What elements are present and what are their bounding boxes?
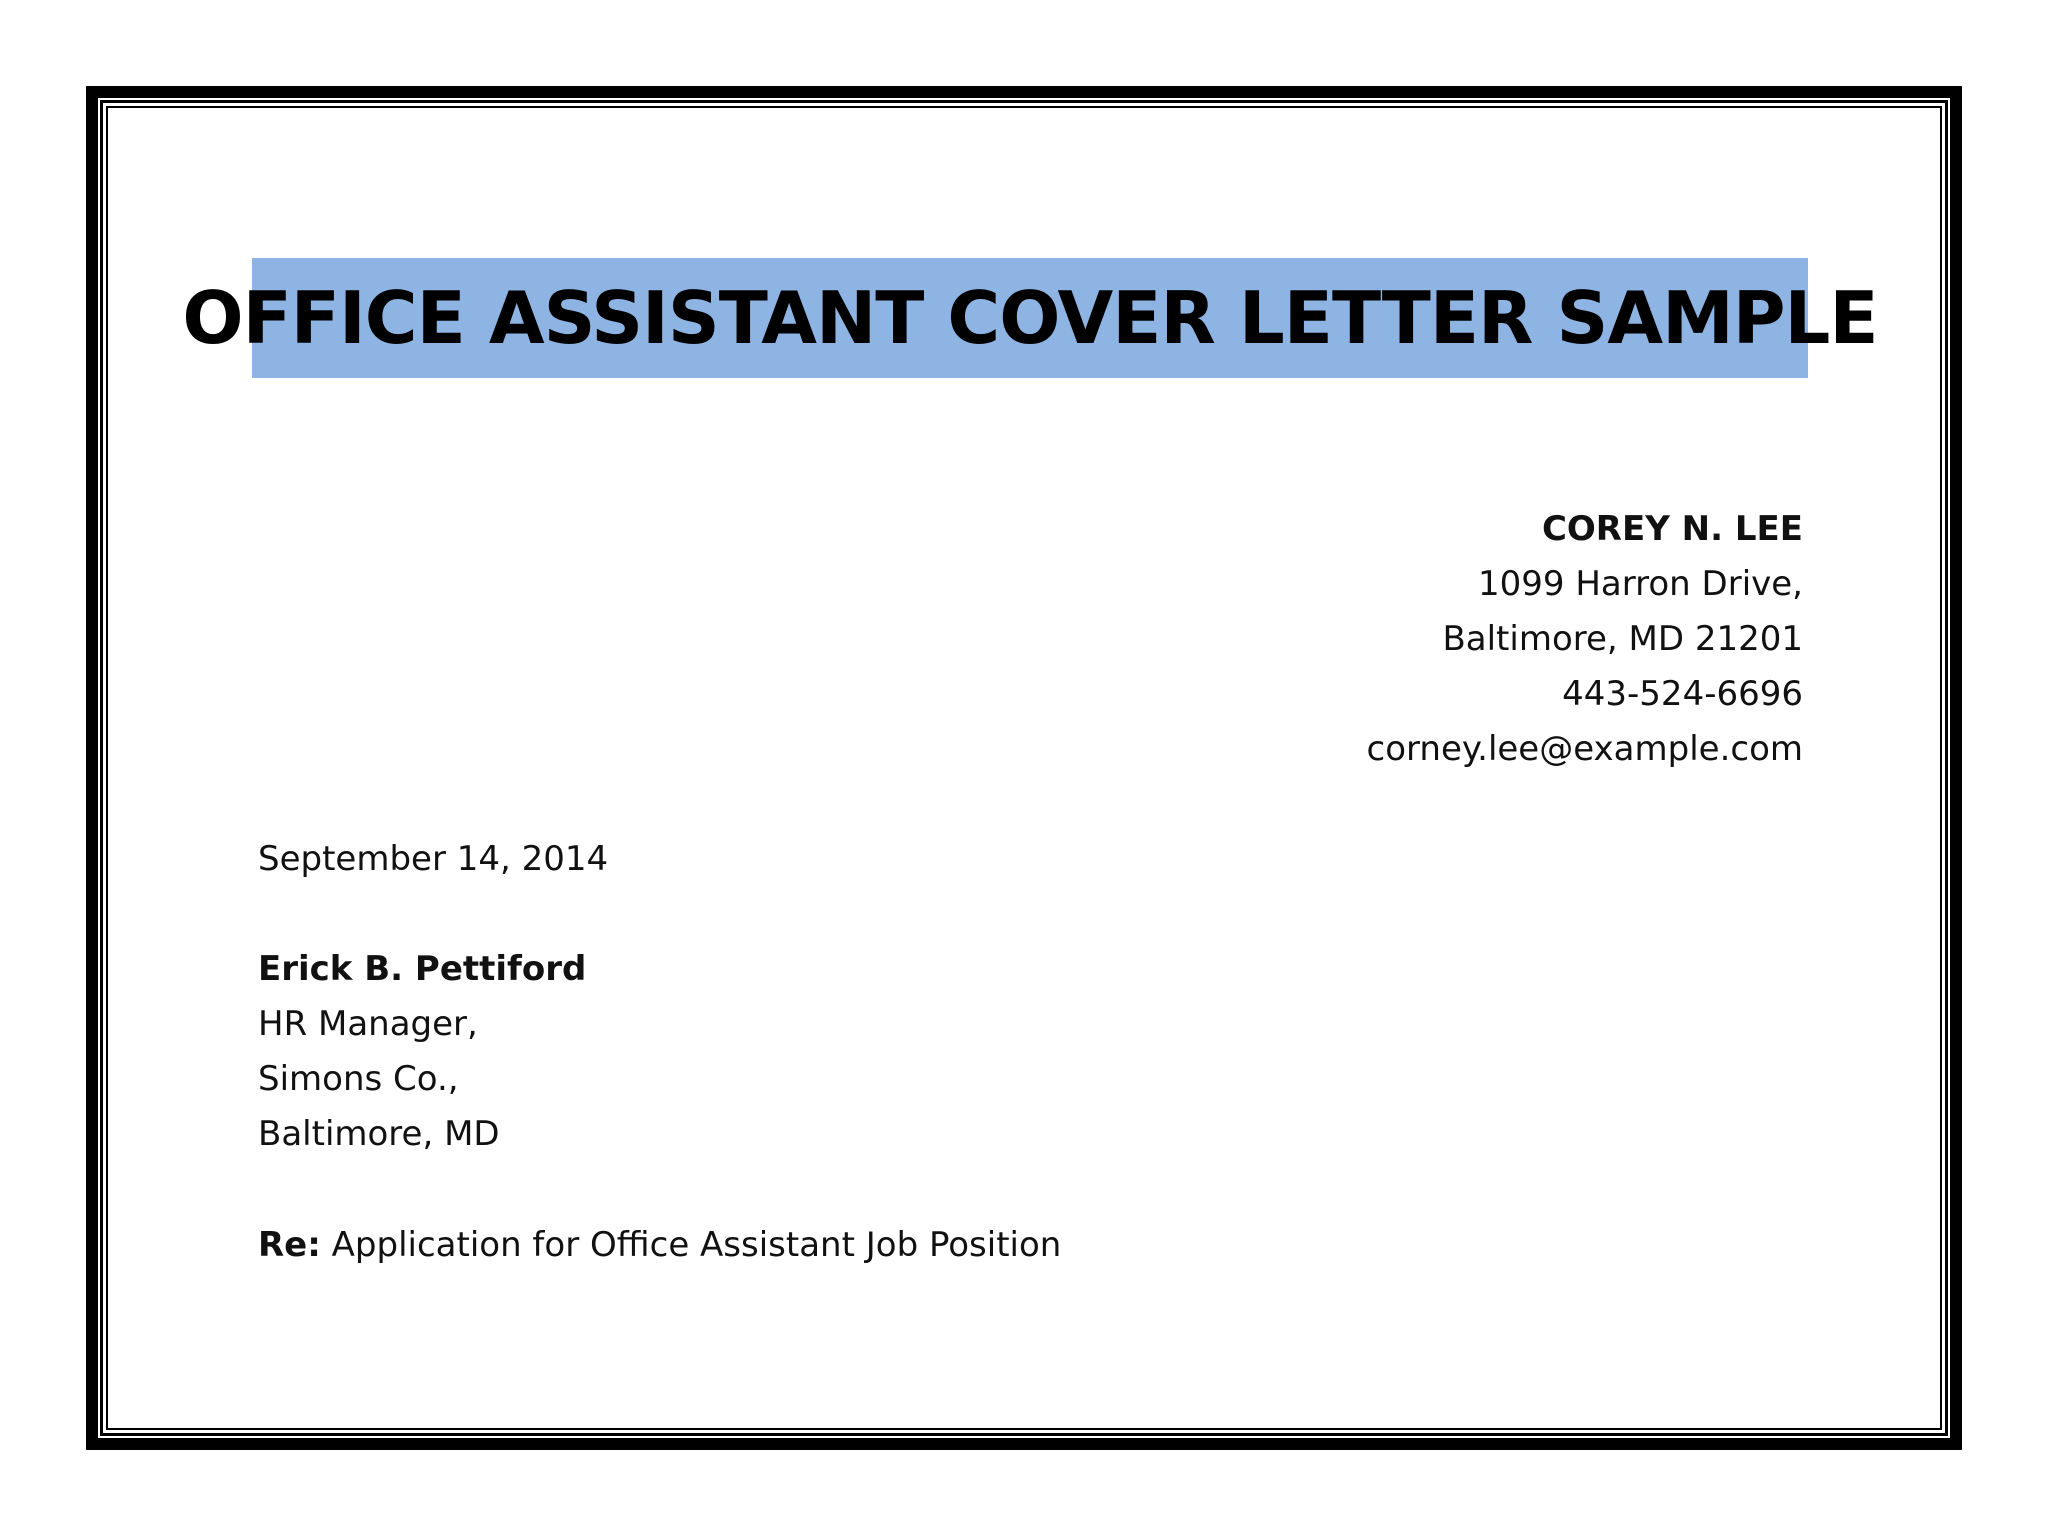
sender-address-line2: Baltimore, MD 21201: [1442, 619, 1803, 659]
subject-line: [258, 1218, 1061, 1273]
sender-block: [1367, 502, 1803, 777]
title-banner: [182, 258, 1878, 378]
sender-name: COREY N. LEE: [1541, 509, 1803, 549]
subject-text: Application for Office Assistant Job Position: [320, 1225, 1062, 1265]
recipient-name: Erick B. Pettiford: [258, 949, 587, 989]
subject-label: Re:: [258, 1225, 321, 1265]
recipient-location: Baltimore, MD: [258, 1114, 500, 1154]
sender-email: corney.lee@example.com: [1366, 729, 1803, 769]
recipient-title: HR Manager,: [258, 1004, 478, 1044]
sender-address-line1: 1099 Harron Drive,: [1478, 564, 1803, 604]
sender-phone: 443-524-6696: [1562, 674, 1803, 714]
recipient-block: [258, 942, 586, 1162]
letter-date: September 14, 2014: [258, 839, 609, 879]
recipient-company: Simons Co.,: [258, 1059, 459, 1099]
page-title: OFFICE ASSISTANT COVER LETTER SAMPLE: [182, 276, 1878, 360]
